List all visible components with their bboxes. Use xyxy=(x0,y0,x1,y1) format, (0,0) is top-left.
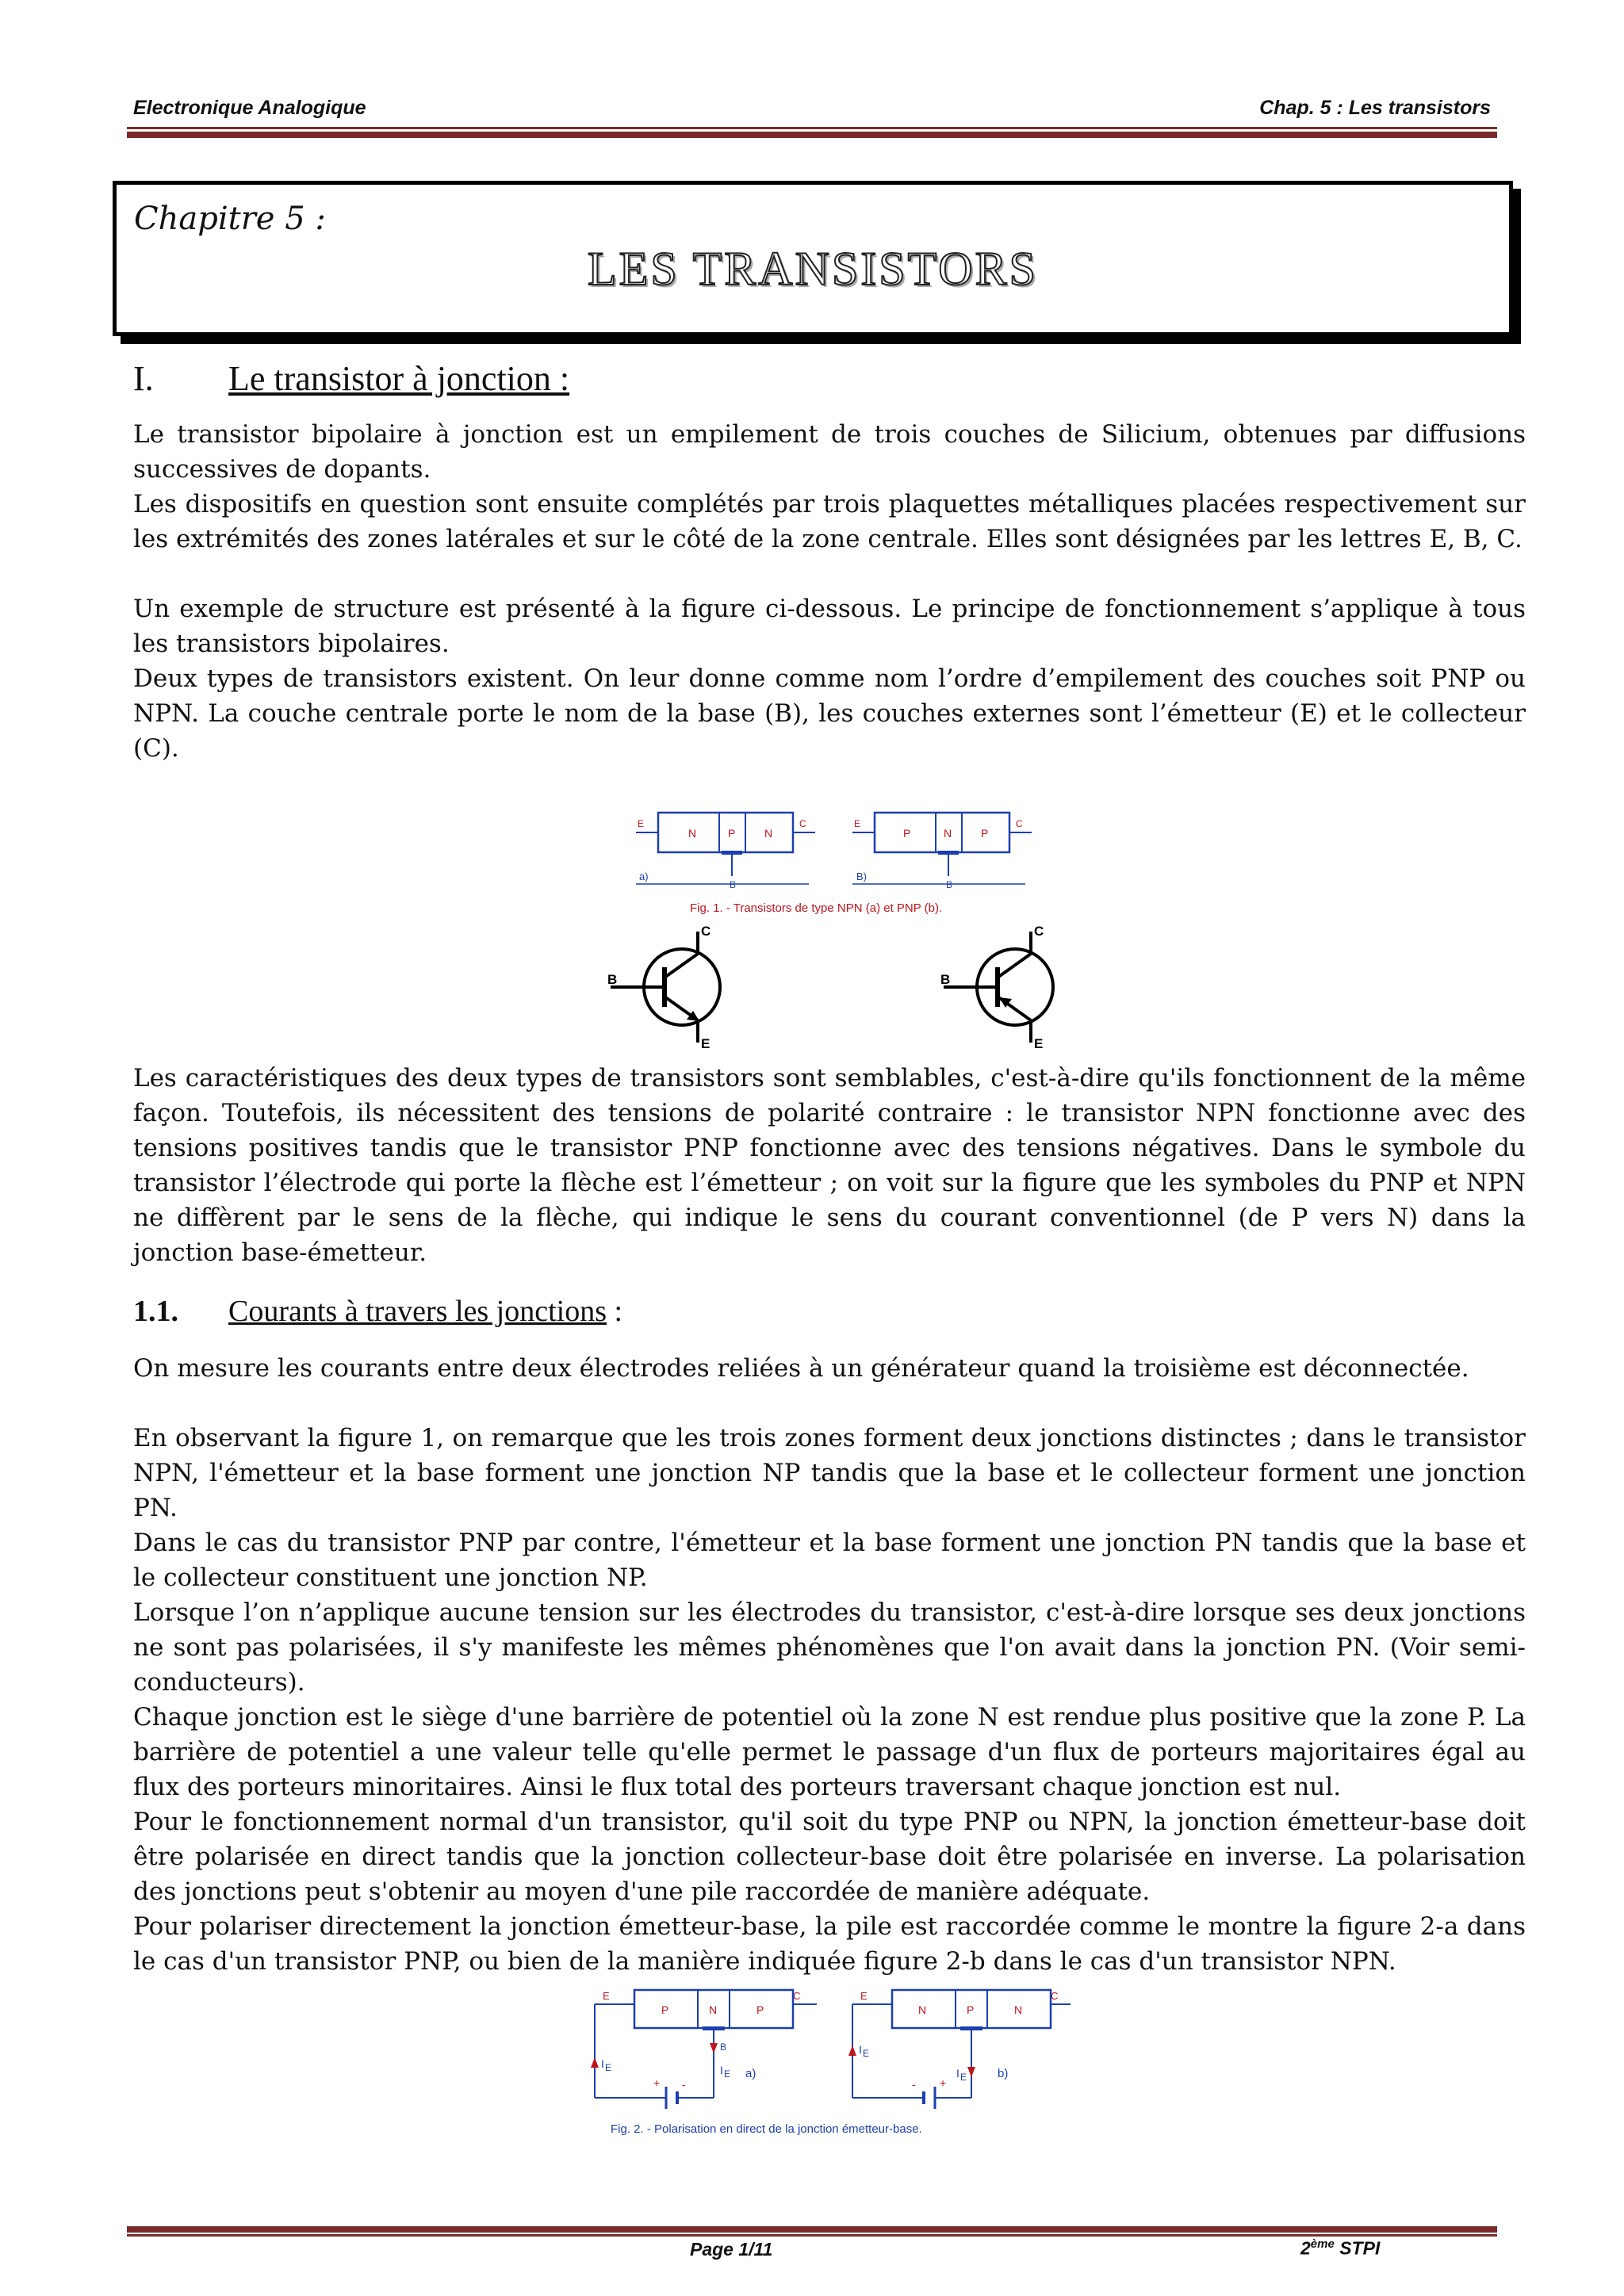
base-label: B xyxy=(720,2042,727,2053)
layer-label: N xyxy=(709,2003,718,2016)
figure2-polarisation xyxy=(579,1982,1071,2141)
paragraph: Pour polariser directement la jonction émetteur-base, la pile est raccordée comme le montre la figure 2-a dans le cas d'un transistor PNP, ou bien de la manière indiquée figure 2-b dans le cas d'un transistor NPN. xyxy=(133,1912,1526,1976)
chapter-title-box xyxy=(113,181,1513,336)
npn-structure xyxy=(636,813,815,890)
layer-label: N xyxy=(688,827,697,840)
figure2b-tag: b) xyxy=(998,2067,1009,2080)
pnp-body xyxy=(875,813,1009,852)
layer-label: P xyxy=(756,2003,764,2016)
paragraph: Le transistor bipolaire à jonction est un empilement de trois couches de Silicium, obtenues par diffusions successives de dopants. xyxy=(133,420,1526,484)
figure2a-tag: a) xyxy=(745,2067,756,2080)
base-contact xyxy=(722,851,742,855)
paragraph: Les caractéristiques des deux types de transistors sont semblables, c'est-à-dire qu'ils fonctionnent de la même façon. Toutefois, ils nécessitent des tensions de polarité contraire : le transistor NPN fonctionne avec des tensions positives tandis que le transistor PNP fonctionne avec des tensions négatives. Dans le symbole du transistor l’électrode qui porte la flèche est l’émetteur ; on voit sur la figure que les symboles du PNP et NPN ne diffèrent par le sens de la flèche, qui indique le sens du courant conventionnel (de P vers N) dans la jonction base-émetteur. xyxy=(133,1064,1526,1267)
terminal-e-label: E xyxy=(854,818,861,829)
layer-label: P xyxy=(728,827,736,840)
current-arrow-icon xyxy=(710,2043,718,2053)
symbol-b-label: B xyxy=(607,972,618,987)
section-number: I. xyxy=(133,359,154,398)
symbol-e-label: E xyxy=(701,1036,710,1050)
terminal-c-label: C xyxy=(1016,818,1023,829)
section-heading xyxy=(133,358,569,399)
terminal-b-label: B xyxy=(730,879,737,890)
figure2a-circuit xyxy=(591,1990,817,2109)
collector-wire xyxy=(665,954,698,978)
current-label: I xyxy=(956,2067,959,2080)
npn-symbol xyxy=(607,924,720,1050)
paragraph: Chaque jonction est le siège d'une barrière de potentiel où la zone N est rendue plus positive que la zone P. La barrière de potentiel a une valeur telle qu'elle permet le passage d'un flux de porteurs majoritaires égal au flux des porteurs minoritaires. Ainsi le flux total des porteurs traversant chaque jonction est nul. xyxy=(133,1703,1526,1801)
class-level xyxy=(1300,2237,1380,2260)
paragraph: Un exemple de structure est présenté à la figure ci-dessous. Le principe de fonctionnement s’applique à tous les transistors bipolaires. xyxy=(133,595,1526,658)
page-number: Page 1/11 xyxy=(690,2239,773,2260)
current-label: I xyxy=(720,2064,723,2076)
pnp-symbol xyxy=(940,924,1053,1050)
terminal-c-label: C xyxy=(1051,1990,1059,2002)
chapter-label: Chapitre 5 : xyxy=(134,201,326,237)
header-course-title: Electronique Analogique xyxy=(133,97,366,119)
symbol-b-label: B xyxy=(940,972,951,987)
terminal-e-label: E xyxy=(638,818,645,829)
subsection-suffix: : xyxy=(607,1295,623,1328)
battery-plus: + xyxy=(940,2076,947,2089)
footer-rule-thin xyxy=(127,2234,1497,2237)
symbol-c-label: C xyxy=(701,924,711,939)
paragraph: Pour le fonctionnement normal d'un transistor, qu'il soit du type PNP ou NPN, la jonction émetteur-base doit être polarisée en direct tandis que la jonction collecteur-base doit être polarisée en inverse. La polarisation des jonctions peut s'obtenir au moyen d'une pile raccordée de manière adéquate. xyxy=(133,1808,1526,1906)
chapter-title: LES TRANSISTORS xyxy=(588,243,1038,295)
pnp-tag: B) xyxy=(856,871,867,882)
layer-label: N xyxy=(764,827,773,840)
paragraph: Dans le cas du transistor PNP par contre, l'émetteur et la base forment une jonction PN tandis que la base et le collecteur constituent une jonction NP. xyxy=(133,1529,1526,1592)
terminal-c-label: C xyxy=(793,1990,801,2002)
current-arrow-icon xyxy=(848,2045,856,2056)
section-title: Le transistor à jonction : xyxy=(228,359,570,398)
pnp-structure xyxy=(852,813,1032,890)
npn-body xyxy=(658,813,793,852)
terminal-b-label: B xyxy=(946,879,953,890)
layer-label: P xyxy=(967,2003,975,2016)
class-level-number: 2 xyxy=(1300,2237,1311,2259)
current-arrow-icon xyxy=(591,2057,599,2068)
collector-wire xyxy=(998,954,1031,978)
class-name: STPI xyxy=(1334,2237,1381,2259)
base-contact xyxy=(938,851,959,855)
footer-rule-thick xyxy=(127,2226,1497,2233)
layer-label: N xyxy=(918,2003,927,2016)
current-subscript: E xyxy=(960,2072,967,2083)
paragraph: On mesure les courants entre deux électrodes reliées à un générateur quand la troisième est déconnectée. xyxy=(133,1354,1469,1383)
symbol-c-label: C xyxy=(1034,924,1044,939)
figure2-caption: Fig. 2. - Polarisation en direct de la jonction émetteur-base. xyxy=(611,2122,922,2136)
class-level-suffix: ème xyxy=(1310,2237,1335,2251)
current-label: I xyxy=(601,2057,604,2070)
layer-label: P xyxy=(981,827,989,840)
current-label: I xyxy=(859,2043,862,2056)
symbol-e-label: E xyxy=(1034,1036,1044,1050)
current-arrow-icon xyxy=(967,2067,975,2077)
paragraph: En observant la figure 1, on remarque que les trois zones forment deux jonctions distinctes ; dans le transistor NPN, l'émetteur et la base forment une jonction NP tandis que la base et le collecteur forment une jonction PN. xyxy=(133,1424,1526,1522)
figure2b-circuit xyxy=(848,1990,1071,2109)
battery-minus: - xyxy=(682,2078,686,2091)
current-subscript: E xyxy=(863,2048,870,2059)
battery-minus: - xyxy=(912,2078,916,2091)
paragraph: Deux types de transistors existent. On leur donne comme nom l’ordre d’empilement des couches soit PNP ou NPN. La couche centrale porte le nom de la base (B), les couches externes sont l’émetteur (E) et le collecteur (C). xyxy=(133,664,1526,763)
npn-tag: a) xyxy=(639,871,649,882)
terminal-e-label: E xyxy=(860,1990,868,2002)
figure1-structures xyxy=(619,801,1047,928)
subsection-title: Courants à travers les jonctions xyxy=(228,1295,607,1328)
subsection-number: 1.1. xyxy=(133,1295,178,1328)
subsection-heading xyxy=(133,1294,622,1329)
figure1-caption: Fig. 1. - Transistors de type NPN (a) et PNP (b). xyxy=(690,901,943,915)
layer-label: P xyxy=(903,827,911,840)
header-rule-thick xyxy=(127,132,1497,138)
current-subscript: E xyxy=(724,2068,731,2080)
header-chapter: Chap. 5 : Les transistors xyxy=(1259,97,1491,119)
battery-plus: + xyxy=(653,2076,661,2089)
terminal-e-label: E xyxy=(603,1990,610,2002)
layer-label: N xyxy=(1014,2003,1023,2016)
paragraph: Lorsque l’on n’applique aucune tension sur les électrodes du transistor, c'est-à-dire lorsque ses deux jonctions ne sont pas polarisées, il s'y manifeste les mêmes phénomènes que l'on avait dans la jonction PN. (Voir semi-conducteurs). xyxy=(133,1598,1526,1697)
header-rule-thin xyxy=(127,127,1497,129)
terminal-c-label: C xyxy=(799,818,806,829)
layer-label: P xyxy=(661,2003,669,2016)
figure1-symbols xyxy=(603,924,1063,1050)
layer-label: N xyxy=(944,827,952,840)
paragraph: Les dispositifs en question sont ensuite complétés par trois plaquettes métalliques placées respectivement sur les extrémités des zones latérales et sur le côté de la zone centrale. Elles sont désignées par les lettres E, B, C. xyxy=(133,490,1526,553)
current-subscript: E xyxy=(605,2062,612,2073)
